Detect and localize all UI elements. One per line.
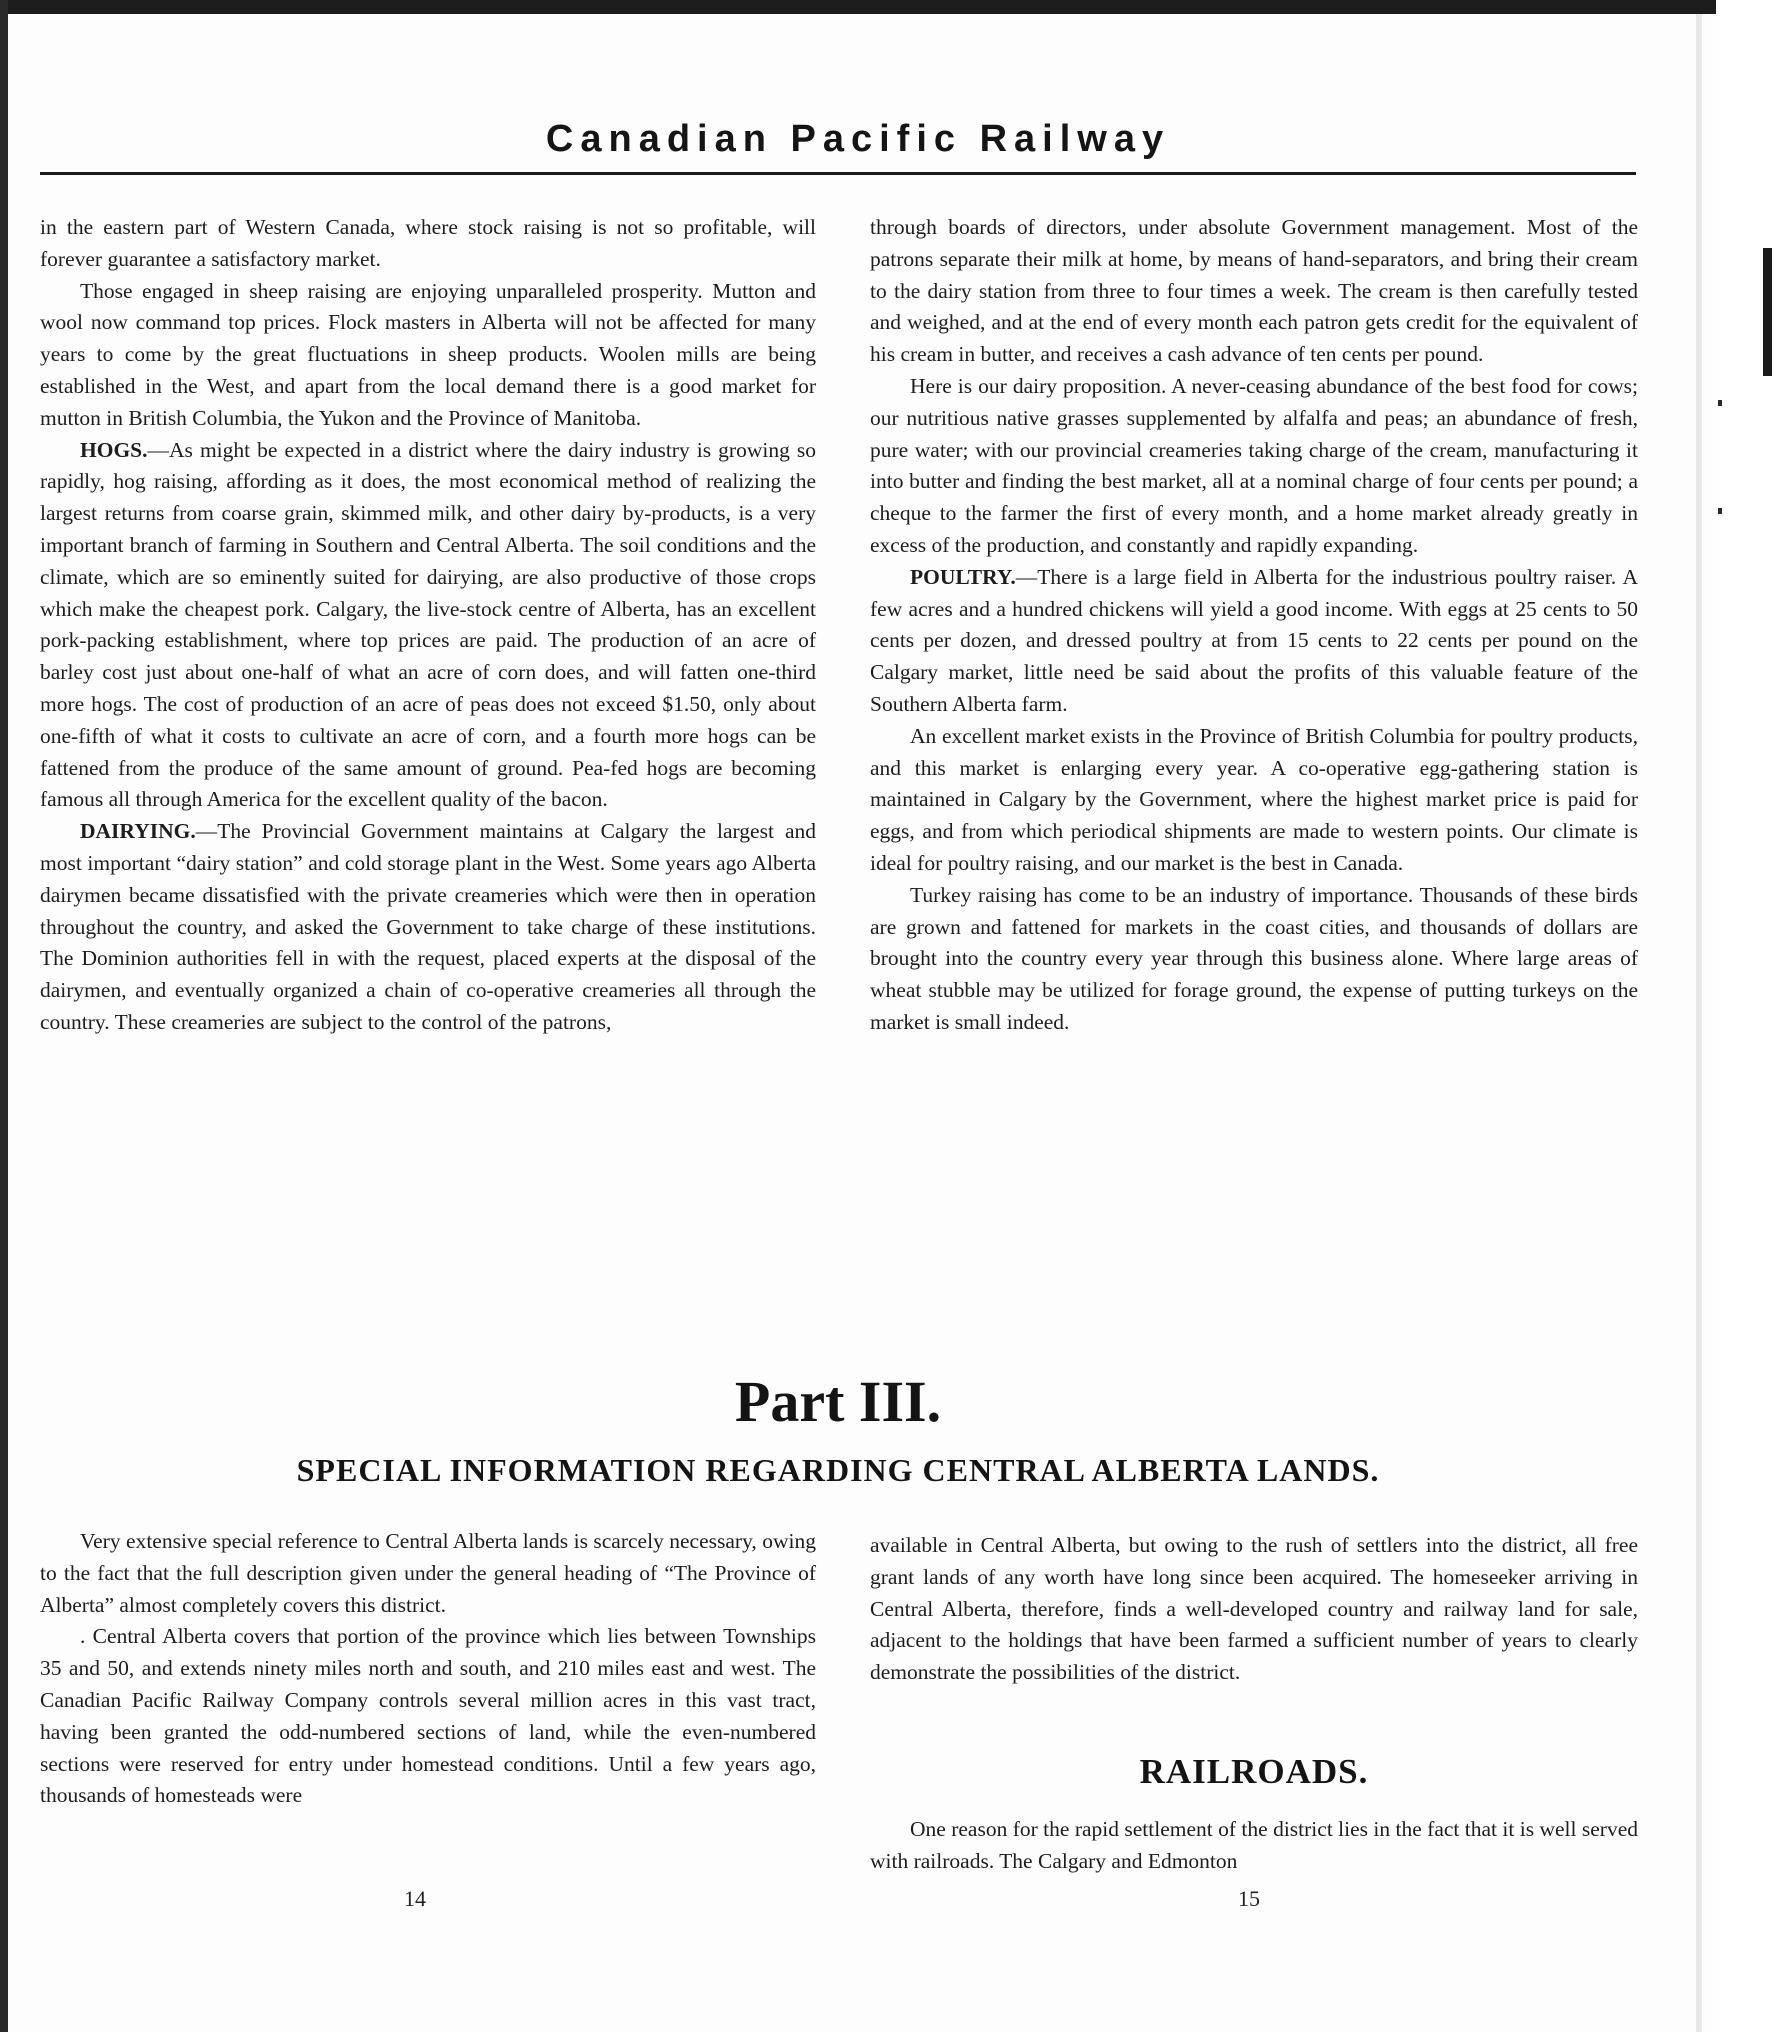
paragraph: An excellent market exists in the Province of British Columbia for poultry products, and this market is enlarging every year. A co-operative egg-gathering station is maintained in Calgary by the Government, where the highest market price is paid for eggs, and from which periodical shipments are made to western points. Our climate is ideal for poultry raising, and our market is the best in Canada. bbox=[870, 723, 1638, 875]
paragraph-text: —The Provincial Government maintains at Calgary the largest and most important “dairy station” and cold storage plant in the West. Some years ago Alberta dairymen became dissatisfied with the private creameries which were then in operation throughout the country, and asked the Government to take charge of these institutions. The Dominion authorities fell in with the request, placed experts at the disposal of the dairymen, and eventually organized a chain of co-operative creameries all through the country. These creameries are subject to the control of the patrons, bbox=[40, 819, 816, 1034]
dairying-paragraph bbox=[40, 816, 816, 1039]
left-column-bottom bbox=[40, 1526, 816, 1812]
section-lead-hogs: HOGS. bbox=[80, 437, 148, 462]
paragraph: Turkey raising has come to be an industry of importance. Thousands of these birds are grown and fattened for markets in the coast cities, and thousands of dollars are brought into the country every year through this business alone. Where large areas of wheat stubble may be utilized for forage ground, the expense of putting turkeys on the market is small indeed. bbox=[870, 882, 1638, 1034]
edge-mark bbox=[1718, 400, 1722, 406]
edge-mark bbox=[1718, 508, 1722, 514]
page-number-left: 14 bbox=[404, 1886, 426, 1911]
scan-top-border bbox=[0, 0, 1776, 14]
poultry-paragraph bbox=[870, 562, 1638, 721]
paragraph: . Central Alberta covers that portion of the province which lies between Townships 35 and 50, and extends ninety miles north and south, and 210 miles east and west. The Canadian Pacific Railway Company controls several million acres in this vast tract, having been granted the odd-numbered sections of land, while the even-numbered sections were reserved for entry under homestead conditions. Until a few years ago, thousands of homesteads were bbox=[40, 1624, 816, 1808]
section-lead-poultry: POULTRY. bbox=[910, 564, 1016, 589]
page-tab-marker bbox=[1763, 248, 1772, 376]
next-page-edge bbox=[1716, 0, 1776, 2032]
running-head: Canadian Pacific Railway bbox=[545, 118, 1171, 160]
right-column-top bbox=[870, 212, 1638, 1039]
paragraph: Very extensive special reference to Central Alberta lands is scarcely necessary, owing to the fact that the full description given under the general heading of “The Province of Alberta” almost completely covers this district. bbox=[40, 1529, 816, 1617]
header-rule bbox=[40, 172, 1636, 175]
paragraph: through boards of directors, under absolute Government management. Most of the patrons separate their milk at home, by means of hand-separators, and bring their cream to the dairy station from three to four times a week. The cream is then carefully tested and weighed, and at the end of every month each patron gets credit for the equivalent of his cream in butter, and receives a cash advance of ten cents per pound. bbox=[870, 215, 1638, 367]
railroads-text-column bbox=[870, 1814, 1638, 1878]
hogs-paragraph bbox=[40, 435, 816, 817]
part-subtitle: SPECIAL INFORMATION REGARDING CENTRAL ALBERTA LANDS. bbox=[296, 1452, 1380, 1488]
railroads-heading: RAILROADS. bbox=[1139, 1752, 1369, 1791]
part-title: Part III. bbox=[734, 1369, 942, 1434]
paragraph-text: —As might be expected in a district where the dairy industry is growing so rapidly, hog raising, affording as it does, the most economical method of realizing the largest returns from coarse grain, skimmed milk, and other dairy by-products, is a very important branch of farming in Southern and Central Alberta. The soil conditions and the climate, which are so eminently suited for dairying, are also productive of those crops which make the cheapest pork. Calgary, the live-stock centre of Alberta, has an excellent pork-packing establishment, where top prices are paid. The production of an acre of barley cost just about one-half of what an acre of corn does, and will fatten one-third more hogs. The cost of production of an acre of peas does not exceed $1.50, only about one-fifth of what it costs to cultivate an acre of corn, and a fourth more hogs can be fattened from the produce of the same amount of ground. Pea-fed hogs are becoming famous all through America for the excellent quality of the bacon. bbox=[40, 437, 816, 812]
left-column-top bbox=[40, 212, 816, 1039]
paragraph: One reason for the rapid settlement of the district lies in the fact that it is well served with railroads. The Calgary and Edmonton bbox=[870, 1817, 1638, 1873]
page-number-right: 15 bbox=[1238, 1886, 1260, 1911]
paragraph: in the eastern part of Western Canada, where stock raising is not so profitable, will forever guarantee a satisfactory market. bbox=[40, 215, 816, 271]
page-gutter bbox=[1696, 14, 1702, 2032]
section-lead-dairying: DAIRYING. bbox=[80, 819, 196, 844]
right-column-bottom bbox=[870, 1530, 1638, 1689]
paragraph: Here is our dairy proposition. A never-ceasing abundance of the best food for cows; our nutritious native grasses supplemented by alfalfa and peas; an abundance of fresh, pure water; with our provincial creameries taking charge of the cream, manufacturing it into butter and finding the best market, all at a nominal charge of four cents per pound; a cheque to the farmer the first of every month, and a home market already greatly in excess of the production, and constantly and rapidly expanding. bbox=[870, 373, 1638, 557]
paragraph-text: —There is a large field in Alberta for the industrious poultry raiser. A few acres and a hundred chickens will yield a good income. With eggs at 25 cents to 50 cents per dozen, and dressed poultry at from 15 cents to 22 cents per pound on the Calgary market, little need be said about the profits of this valuable feature of the Southern Alberta farm. bbox=[870, 564, 1638, 716]
paragraph: available in Central Alberta, but owing to the rush of settlers into the district, all free grant lands of any worth have long since been acquired. The homeseeker arriving in Central Alberta, therefore, finds a well-developed country and railway land for sale, adjacent to the holdings that have been farmed a sufficient number of years to clearly demonstrate the possibilities of the district. bbox=[870, 1533, 1638, 1685]
scan-left-edge bbox=[0, 0, 8, 2032]
paragraph: Those engaged in sheep raising are enjoying unparalleled prosperity. Mutton and wool now command top prices. Flock masters in Alberta will not be affected for many years to come by the great fluctuations in sheep products. Woolen mills are being established in the West, and apart from the local demand there is a good market for mutton in British Columbia, the Yukon and the Province of Manitoba. bbox=[40, 278, 816, 430]
